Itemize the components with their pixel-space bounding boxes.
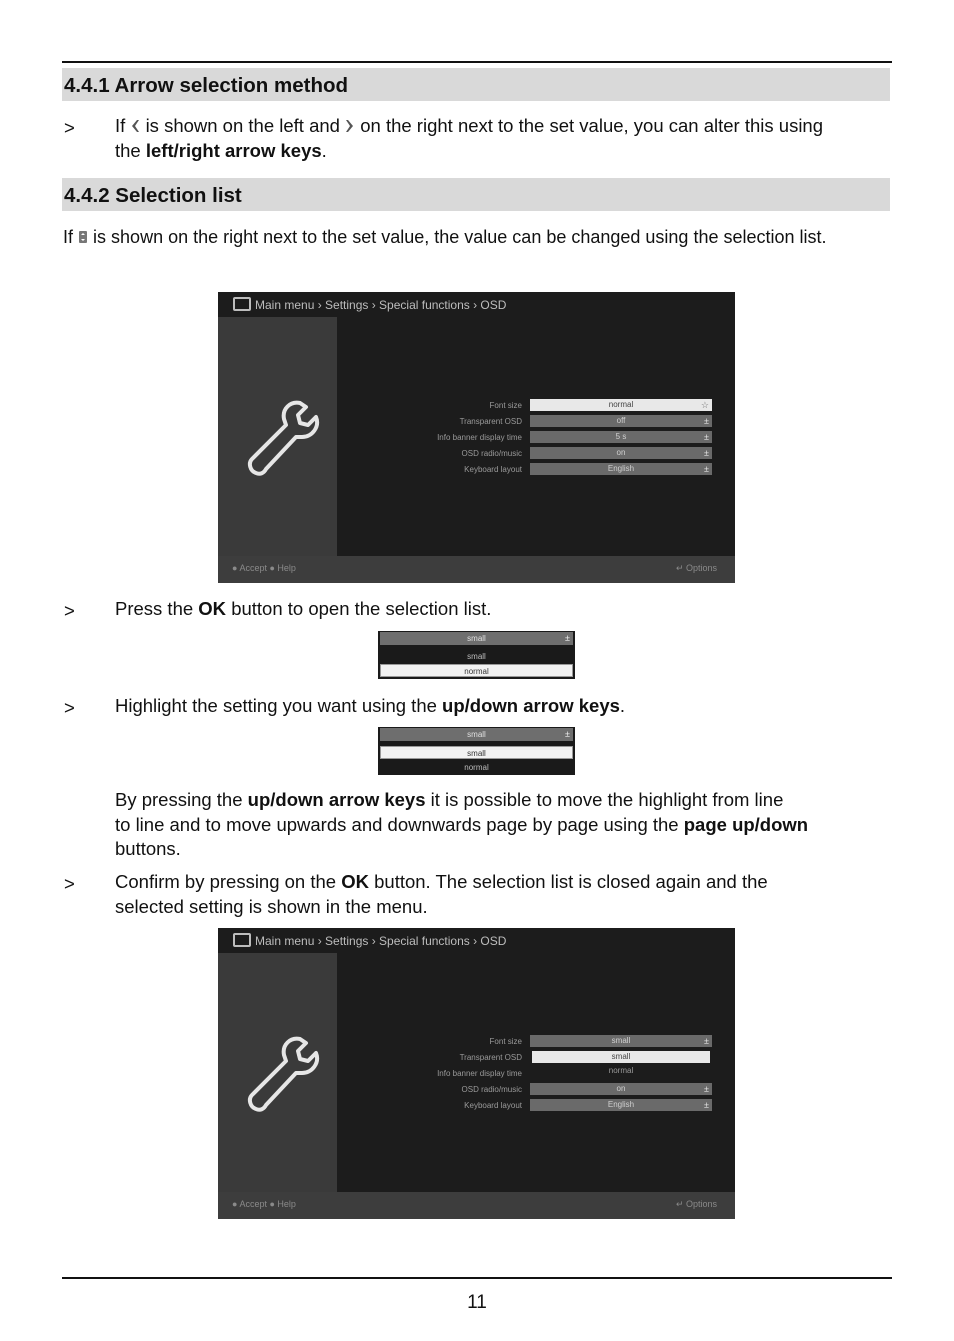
text: Confirm by pressing on the bbox=[115, 871, 337, 892]
value-text: English bbox=[607, 464, 635, 473]
wrench-icon bbox=[242, 1033, 322, 1113]
arrow-method-paragraph bbox=[115, 114, 895, 163]
text: Highlight the setting you want using the bbox=[115, 695, 437, 716]
osd-breadcrumb bbox=[233, 933, 506, 948]
selection-list-paragraph bbox=[63, 225, 893, 250]
text: By pressing the bbox=[115, 789, 243, 810]
tv-icon bbox=[233, 933, 251, 947]
footer-right: ↵ Options bbox=[675, 1199, 717, 1209]
value-text: small bbox=[611, 1036, 631, 1045]
footer-left: ● Accept ● Help bbox=[232, 1199, 296, 1209]
header-text: small bbox=[467, 634, 486, 643]
list-item[interactable]: normal bbox=[464, 763, 489, 772]
text: Press the bbox=[115, 598, 194, 619]
selection-list-icon: ± bbox=[565, 729, 570, 739]
text: . bbox=[321, 139, 327, 161]
text: button. The selection list is closed again and the bbox=[374, 871, 768, 892]
selection-list-icon: ☆ bbox=[700, 400, 709, 410]
osd-screenshot-1 bbox=[218, 292, 735, 583]
text: on the right next to the set value, you can alter this using bbox=[360, 115, 824, 136]
list-header bbox=[380, 632, 573, 645]
text: selected setting is shown in the menu. bbox=[115, 895, 428, 917]
list-item-highlighted[interactable]: normal bbox=[380, 664, 573, 677]
breadcrumb-text: Main menu › Settings › Special functions › OSD bbox=[255, 934, 507, 948]
right-arrow-icon bbox=[345, 119, 355, 133]
setting-value[interactable] bbox=[530, 1083, 712, 1095]
selection-list-icon bbox=[78, 230, 88, 244]
list-item-highlighted[interactable]: small bbox=[380, 746, 573, 759]
left-arrow-icon bbox=[130, 119, 140, 133]
selection-list-icon: ± bbox=[704, 1100, 709, 1110]
setting-value[interactable] bbox=[530, 1099, 712, 1111]
setting-label: Info banner display time bbox=[437, 433, 522, 442]
setting-value-font-size[interactable] bbox=[530, 399, 712, 411]
header-text: small bbox=[467, 730, 486, 739]
footer-right: ↵ Options bbox=[675, 563, 717, 573]
selection-list-icon: ± bbox=[704, 1036, 709, 1046]
bold-text: up/down arrow keys bbox=[247, 789, 426, 810]
setting-value[interactable] bbox=[530, 463, 712, 475]
setting-label: OSD radio/music bbox=[461, 449, 522, 458]
value-text: on bbox=[616, 1084, 626, 1093]
text: to line and to move upwards and downwards page by page using the bbox=[115, 813, 679, 835]
step-confirm bbox=[115, 870, 895, 919]
osd-screenshot-2 bbox=[218, 928, 735, 1219]
wrench-icon bbox=[242, 397, 322, 477]
bold-text: page up/down bbox=[683, 813, 809, 835]
text: . bbox=[619, 695, 626, 716]
bullet: > bbox=[64, 600, 75, 621]
selection-list-open bbox=[378, 631, 575, 679]
text: button to open the selection list. bbox=[231, 598, 492, 619]
text: is shown on the left and bbox=[145, 115, 340, 136]
setting-value[interactable] bbox=[530, 431, 712, 443]
value-text: normal bbox=[608, 400, 634, 409]
setting-value-font-size[interactable] bbox=[530, 1035, 712, 1047]
osd-footer bbox=[218, 556, 735, 583]
setting-label: Transparent OSD bbox=[459, 1053, 522, 1062]
setting-value[interactable] bbox=[530, 415, 712, 427]
setting-label: Keyboard layout bbox=[464, 465, 522, 474]
bottom-rule bbox=[62, 1277, 892, 1279]
step-press-ok bbox=[115, 597, 895, 622]
section-title: 4.4.1 Arrow selection method bbox=[64, 74, 349, 97]
list-item[interactable]: normal bbox=[608, 1066, 634, 1075]
value-text: English bbox=[607, 1100, 635, 1109]
breadcrumb-text: Main menu › Settings › Special functions › OSD bbox=[255, 298, 507, 312]
setting-label: Keyboard layout bbox=[464, 1101, 522, 1110]
osd-breadcrumb bbox=[233, 297, 506, 312]
tv-icon bbox=[233, 297, 251, 311]
list-item[interactable]: small bbox=[467, 652, 486, 661]
setting-label: Info banner display time bbox=[437, 1069, 522, 1078]
selection-list-icon: ± bbox=[704, 464, 709, 474]
setting-label: OSD radio/music bbox=[461, 1085, 522, 1094]
osd-footer bbox=[218, 1192, 735, 1219]
setting-label: Transparent OSD bbox=[459, 417, 522, 426]
footer-left: ● Accept ● Help bbox=[232, 563, 296, 573]
page-number: 11 bbox=[467, 1292, 487, 1313]
text: If bbox=[63, 227, 74, 247]
value-text: off bbox=[616, 416, 626, 425]
step-highlight bbox=[115, 694, 895, 719]
value-text: small bbox=[611, 1052, 631, 1061]
bold-text: up/down arrow keys bbox=[442, 695, 620, 716]
list-item-highlighted[interactable] bbox=[532, 1051, 710, 1063]
selection-list-icon: ± bbox=[704, 416, 709, 426]
text: it is possible to move the highlight from line bbox=[430, 789, 784, 810]
setting-label: Font size bbox=[489, 401, 522, 410]
bold-text: left/right arrow keys bbox=[145, 139, 322, 161]
bold-text: OK bbox=[198, 598, 227, 619]
text: is shown on the right next to the set value, the value can be changed using the selection list. bbox=[93, 227, 827, 247]
section-title: 4.4.2 Selection list bbox=[64, 184, 242, 207]
section-heading-4-4-1 bbox=[62, 68, 890, 101]
value-text: 5 s bbox=[615, 432, 627, 441]
section-heading-4-4-2 bbox=[62, 178, 890, 211]
text: If bbox=[115, 115, 126, 136]
value-text: on bbox=[616, 448, 626, 457]
bold-text: OK bbox=[341, 871, 369, 892]
text: the bbox=[115, 139, 141, 161]
text: buttons. bbox=[115, 838, 181, 859]
selection-list-icon: ± bbox=[704, 448, 709, 458]
selection-list-icon: ± bbox=[704, 432, 709, 442]
bullet: > bbox=[64, 873, 75, 894]
list-header bbox=[380, 728, 573, 741]
selection-list-icon: ± bbox=[704, 1084, 709, 1094]
setting-label: Font size bbox=[489, 1037, 522, 1046]
explanation-paragraph bbox=[115, 788, 895, 862]
setting-value[interactable] bbox=[530, 447, 712, 459]
bullet: > bbox=[64, 697, 75, 718]
bullet: > bbox=[64, 117, 75, 138]
selection-list-highlighted bbox=[378, 727, 575, 775]
selection-list-icon: ± bbox=[565, 633, 570, 643]
top-rule bbox=[62, 61, 892, 63]
